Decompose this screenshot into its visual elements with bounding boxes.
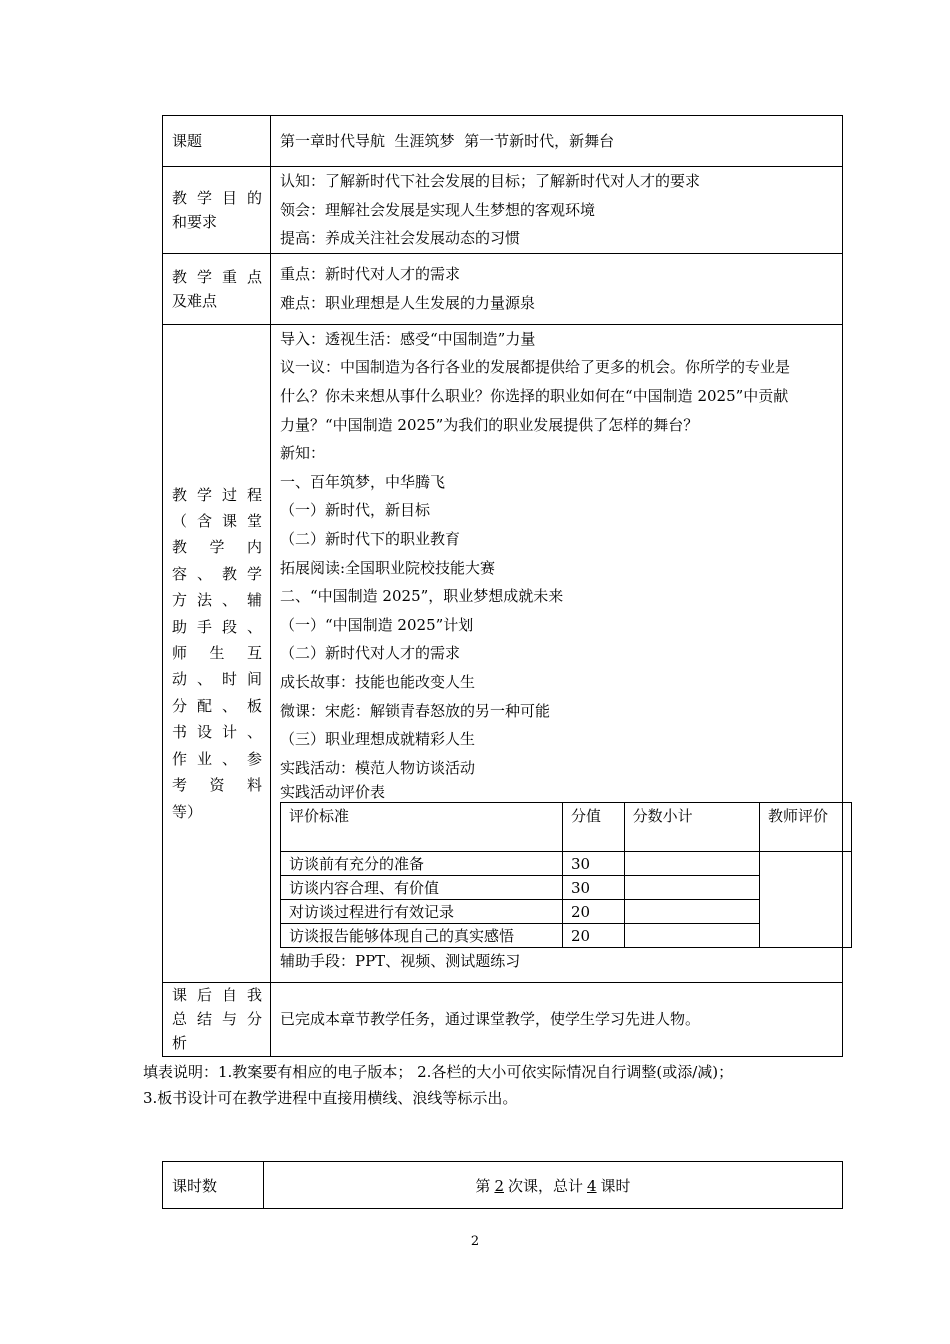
hours-table bbox=[162, 1161, 843, 1209]
process-label-line: 教学过程 bbox=[172, 485, 262, 504]
eval-table-title: 实践活动评价表 bbox=[280, 783, 386, 802]
goals-label bbox=[163, 167, 271, 254]
process-label-line: 教 学 内 bbox=[172, 538, 262, 557]
goals-row bbox=[163, 167, 843, 254]
process-row bbox=[163, 324, 843, 982]
total-hours: 4 bbox=[587, 1176, 597, 1195]
eval-subtotal bbox=[624, 852, 759, 876]
evaluation-table bbox=[280, 802, 852, 948]
process-item: 微课：宋彪：解锁青春怒放的另一种可能 bbox=[280, 701, 551, 720]
eval-header-criterion: 评价标准 bbox=[281, 803, 563, 852]
eval-score: 20 bbox=[562, 900, 624, 924]
process-label-line: 书设计、 bbox=[172, 723, 262, 742]
process-label-line: 动、时间 bbox=[172, 670, 262, 689]
process-content bbox=[271, 324, 843, 982]
process-item: （三）职业理想成就精彩人生 bbox=[280, 730, 476, 749]
key-label-line-2: 及难点 bbox=[172, 291, 218, 310]
topic-row bbox=[163, 116, 843, 167]
summary-value: 已完成本章节教学任务，通过课堂教学，使学生学习先进人物。 bbox=[271, 982, 843, 1056]
goal-item: 领会：理解社会发展是实现人生梦想的客观环境 bbox=[280, 200, 596, 219]
eval-criterion: 访谈前有充分的准备 bbox=[281, 852, 563, 876]
process-item: （一）“中国制造 2025”计划 bbox=[280, 615, 474, 634]
process-label bbox=[163, 324, 271, 982]
eval-subtotal bbox=[624, 876, 759, 900]
hours-row bbox=[163, 1162, 843, 1209]
goals-label-line-1: 教学目的 bbox=[172, 188, 262, 207]
process-label-line: 分配、板 bbox=[172, 696, 262, 715]
hours-label: 课时数 bbox=[163, 1162, 264, 1209]
goals-content bbox=[271, 167, 843, 254]
page-number: 2 bbox=[470, 1234, 480, 1249]
key-point-item: 难点：职业理想是人生发展的力量源泉 bbox=[280, 293, 536, 312]
process-item: 新知： bbox=[280, 444, 326, 463]
intro-line: 导入：透视生活：感受“中国制造”力量 bbox=[280, 329, 536, 348]
eval-teacher-comment bbox=[760, 852, 852, 948]
topic-value: 第一章时代导航 生涯筑梦 第一节新时代，新舞台 bbox=[271, 116, 843, 167]
key-points-row bbox=[163, 253, 843, 324]
process-item: 实践活动：模范人物访谈活动 bbox=[280, 758, 476, 777]
eval-header-subtotal: 分数小计 bbox=[624, 803, 759, 852]
process-label-line: 方法、辅 bbox=[172, 591, 262, 610]
eval-score: 30 bbox=[562, 876, 624, 900]
lesson-plan-table bbox=[162, 115, 843, 1057]
eval-header-teacher: 教师评价 bbox=[760, 803, 852, 852]
eval-criterion: 访谈内容合理、有价值 bbox=[281, 876, 563, 900]
eval-criterion: 对访谈过程进行有效记录 bbox=[281, 900, 563, 924]
eval-criterion: 访谈报告能够体现自己的真实感悟 bbox=[281, 924, 563, 948]
process-label-line: 等） bbox=[172, 802, 203, 821]
process-item: （二）新时代下的职业教育 bbox=[280, 529, 461, 548]
hours-prefix: 第 bbox=[475, 1176, 491, 1195]
discuss-line: 什么？你未来想从事什么职业？你选择的职业如何在“中国制造 2025”中贡献 bbox=[280, 386, 789, 405]
discuss-line: 议一议：中国制造为各行各业的发展都提供给了更多的机会。你所学的专业是 bbox=[280, 358, 791, 377]
process-item: 拓展阅读:全国职业院校技能大赛 bbox=[280, 558, 496, 577]
eval-score: 20 bbox=[562, 924, 624, 948]
process-item: （二）新时代对人才的需求 bbox=[280, 644, 461, 663]
summary-row bbox=[163, 982, 843, 1056]
hours-value bbox=[264, 1162, 843, 1209]
process-label-line: 作业、参 bbox=[172, 749, 262, 768]
session-number: 2 bbox=[494, 1176, 504, 1195]
goals-label-line-2: 和要求 bbox=[172, 212, 218, 231]
eval-subtotal bbox=[624, 900, 759, 924]
summary-label-line: 课后自我 bbox=[172, 986, 262, 1005]
key-points-content bbox=[271, 253, 843, 324]
topic-label: 课题 bbox=[163, 116, 271, 167]
hours-middle: 次课，总计 bbox=[507, 1176, 583, 1195]
goal-item: 认知：了解新时代下社会发展的目标；了解新时代对人才的要求 bbox=[280, 172, 701, 190]
process-label-line: 助手段、 bbox=[172, 617, 262, 636]
summary-label-line: 总结与分 bbox=[172, 1010, 262, 1029]
process-label-line: （含课堂 bbox=[172, 512, 262, 531]
process-label-line: 容、教学 bbox=[172, 564, 262, 583]
aids-line: 辅助手段：PPT、视频、测试题练习 bbox=[280, 952, 521, 971]
process-label-line: 考 资 料 bbox=[172, 776, 262, 795]
key-points-label bbox=[163, 253, 271, 324]
process-item: 成长故事：技能也能改变人生 bbox=[280, 672, 476, 691]
eval-header-row bbox=[281, 803, 852, 852]
eval-score: 30 bbox=[562, 852, 624, 876]
process-item: （一）新时代，新目标 bbox=[280, 501, 431, 520]
summary-label bbox=[163, 982, 271, 1056]
eval-header-score: 分值 bbox=[562, 803, 624, 852]
summary-label-line: 析 bbox=[172, 1034, 188, 1053]
fill-instructions-line-2: 3.板书设计可在教学进程中直接用横线、浪线等标示出。 bbox=[143, 1089, 518, 1107]
eval-subtotal bbox=[624, 924, 759, 948]
eval-row bbox=[281, 852, 852, 876]
hours-suffix: 课时 bbox=[600, 1176, 631, 1195]
process-item: 一、百年筑梦，中华腾飞 bbox=[280, 472, 446, 491]
process-label-line: 师 生 互 bbox=[172, 644, 262, 663]
process-item: 二、“中国制造 2025”，职业梦想成就未来 bbox=[280, 587, 564, 606]
fill-instructions-line-1: 填表说明：1.教案要有相应的电子版本； 2.各栏的大小可依实际情况自行调整(或添/减)； bbox=[143, 1063, 734, 1081]
key-label-line-1: 教学重点 bbox=[172, 267, 262, 286]
discuss-line: 力量？“中国制造 2025”为我们的职业发展提供了怎样的舞台？ bbox=[280, 415, 699, 434]
goal-item: 提高：养成关注社会发展动态的习惯 bbox=[280, 229, 521, 248]
key-point-item: 重点：新时代对人才的需求 bbox=[280, 265, 461, 284]
